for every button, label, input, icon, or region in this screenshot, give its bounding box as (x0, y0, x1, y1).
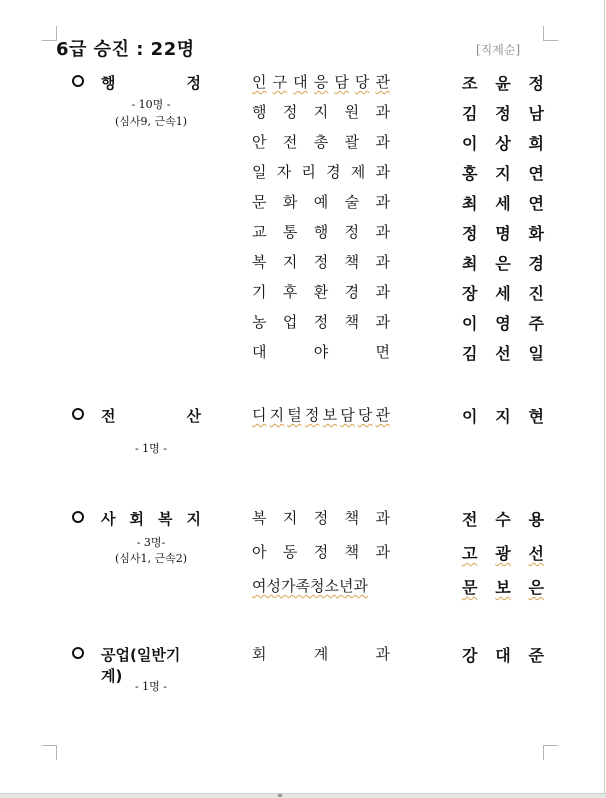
dept-cell: 복 지 정 책 과 (252, 509, 390, 527)
name-cell: 이 영 주 (462, 314, 544, 333)
name-cell: 김 선 일 (462, 344, 544, 363)
table-row (0, 575, 606, 605)
name-cell: 조 윤 정 (462, 74, 544, 93)
dept-cell: 회 계 과 (252, 645, 390, 663)
category-label: 행 정 (101, 74, 201, 92)
table-row (0, 131, 606, 161)
name-cell: 최 은 경 (462, 254, 544, 273)
name-cell: 정 명 화 (462, 224, 544, 243)
name-cell: 강 대 준 (462, 646, 544, 665)
page-title: 6급 승진 : 22명 (56, 39, 195, 60)
table-row (0, 643, 606, 673)
table-row (0, 404, 606, 434)
dept-cell: 행 정 지 원 과 (252, 103, 390, 121)
order-note: [직제순] (476, 43, 521, 57)
table-row (0, 281, 606, 311)
name-cell: 최 세 연 (462, 194, 544, 213)
crop-mark-top-right (543, 26, 558, 41)
dept-cell: 안 전 총 괄 과 (252, 133, 390, 151)
dept-cell: 여성가족청소년과 (252, 577, 368, 595)
name-cell: 전 수 용 (462, 510, 544, 529)
name-cell: 장 세 진 (462, 284, 544, 303)
table-row (0, 161, 606, 191)
crop-mark-bottom-right (543, 745, 558, 760)
category-count: - 1명 - (134, 680, 168, 693)
name-cell: 고 광 선 (462, 544, 544, 563)
table-row (0, 341, 606, 371)
dept-cell: 문 화 예 술 과 (252, 193, 390, 211)
dept-cell: 복 지 정 책 과 (252, 253, 390, 271)
name-cell: 홍 지 연 (462, 164, 544, 183)
name-cell: 문 보 은 (462, 578, 544, 597)
dept-cell: 아 동 정 책 과 (252, 543, 390, 561)
table-row (0, 71, 606, 101)
table-row (0, 507, 606, 537)
table-row (0, 311, 606, 341)
crop-mark-top-left (42, 26, 57, 41)
category-count: - 10명 - (131, 98, 171, 111)
category-detail: (심사9, 근속1) (114, 115, 188, 128)
name-cell: 이 지 현 (462, 407, 544, 426)
table-row (0, 251, 606, 281)
category-count: - 3명- (136, 536, 166, 549)
table-row (0, 101, 606, 131)
table-row (0, 191, 606, 221)
horizontal-scrollbar[interactable] (0, 793, 606, 798)
category-detail: (심사1, 근속2) (114, 552, 188, 565)
category-label: 공업(일반기계) (101, 646, 181, 685)
dept-cell: 교 통 행 정 과 (252, 223, 390, 241)
crop-mark-bottom-left (42, 745, 57, 760)
dept-cell: 대 야 면 (252, 343, 390, 361)
table-row (0, 221, 606, 251)
table-row (0, 541, 606, 571)
dept-cell: 디 지 털 정 보 담 당 관 (252, 406, 390, 424)
category-label: 사 회 복 지 (101, 510, 201, 528)
dept-cell: 일 자 리 경 제 과 (252, 163, 390, 181)
dept-cell: 인 구 대 응 담 당 관 (252, 73, 390, 91)
dept-cell: 기 후 환 경 과 (252, 283, 390, 301)
name-cell: 김 정 남 (462, 104, 544, 123)
name-cell: 이 상 희 (462, 134, 544, 153)
dept-cell: 농 업 정 책 과 (252, 313, 390, 331)
category-count: - 1명 - (134, 442, 168, 455)
category-label: 전 산 (101, 407, 201, 425)
